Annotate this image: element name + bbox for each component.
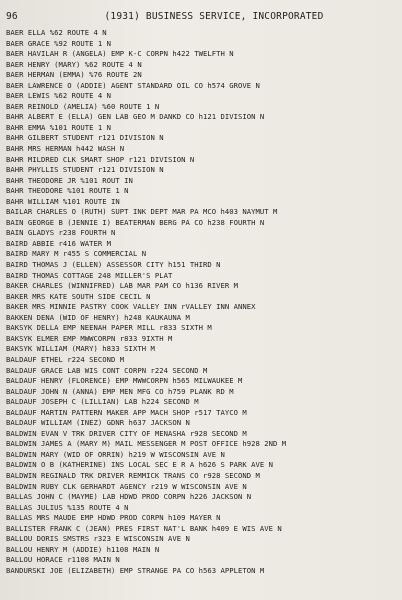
directory-entry: BALDWIN REGINALD TRK DRIVER REMMICK TRANS CO r928 SECOND M xyxy=(6,470,260,480)
directory-entry: BAIN GLADYS r238 FOURTH N xyxy=(6,228,116,238)
directory-entry: BAER REINOLD (AMELIA) %60 ROUTE 1 N xyxy=(6,101,160,111)
directory-entry: BAHR GILBERT STUDENT r121 DIVISION N xyxy=(6,133,164,143)
directory-entry: BAER LAWRENCE O (ADDIE) AGENT STANDARD OIL CO h574 GROVE N xyxy=(6,80,260,90)
directory-entry: BAER HENRY (MARY) %62 ROUTE 4 N xyxy=(6,59,142,69)
directory-entry: BAER ELLA %62 ROUTE 4 N xyxy=(6,28,107,37)
directory-entry: BAHR PHYLLIS STUDENT r121 DIVISION N xyxy=(6,165,164,175)
directory-entry: BALDWIN EVAN V TRK DRIVER CITY OF MENASHA r928 SECOND M xyxy=(6,428,247,438)
directory-entry: BALDWIN JAMES A (MARY M) MAIL MESSENGER M POST OFFICE h928 2ND M xyxy=(6,439,287,449)
running-head: (1931) BUSINESS SERVICE, INCORPORATED xyxy=(104,10,324,22)
page-header xyxy=(6,8,396,24)
directory-entry: BAER HAVILAH R (ANGELA) EMP K-C CORPN h422 TWELFTH N xyxy=(6,49,234,59)
directory-entry: BAHR ALBERT E (ELLA) GEN LAB GEO M DANKD CO h121 DIVISION N xyxy=(6,112,265,122)
directory-entries xyxy=(6,28,396,576)
directory-entry: BANDURSKI JOE (ELIZABETH) EMP STRANGE PA CO h563 APPLETON M xyxy=(6,565,265,575)
directory-entry: BALDAUF ETHEL r224 SECOND M xyxy=(6,354,125,364)
directory-entry: BALDAUF JOSEPH C (LILLIAN) LAB h224 SECOND M xyxy=(6,397,199,407)
directory-entry: BAIRD THOMAS J (ELLEN) ASSESSOR CITY h151 THIRD N xyxy=(6,260,221,270)
directory-entry: BAIRD THOMAS COTTAGE 248 MILLER'S PLAT xyxy=(6,270,173,280)
directory-entry: BAHR THEODORE JR %101 ROUT IN xyxy=(6,175,133,185)
directory-entry: BAER HERMAN (EMMA) %76 ROUTE 2N xyxy=(6,70,142,80)
directory-entry: BAIRD ABBIE r416 WATER M xyxy=(6,238,112,248)
directory-entry: BAER LEWIS %62 ROUTE 4 N xyxy=(6,91,112,101)
directory-entry: BAKKEN DENA (WID OF HENRY) h248 KAUKAUNA M xyxy=(6,312,190,322)
directory-entry: BAIRD MARY M r455 S COMMERCIAL N xyxy=(6,249,147,259)
directory-entry: BALLISTER FRANK C (JEAN) PRES FIRST NAT'L BANK h409 E WIS AVE N xyxy=(6,523,282,533)
directory-entry: BALDAUF WILLIAM (INEZ) GDNR h637 JACKSON N xyxy=(6,418,190,428)
directory-entry: BALDAUF GRACE LAB WIS CONT CORPN r224 SECOND M xyxy=(6,365,208,375)
directory-entry: BAKER CHARLES (WINNIFRED) LAB MAR PAM CO h136 RIVER M xyxy=(6,281,238,291)
directory-entry: BAKSYK DELLA EMP NEENAH PAPER MILL r833 SIXTH M xyxy=(6,323,212,333)
directory-entry: BALLOU HENRY M (ADDIE) h1108 MAIN N xyxy=(6,544,160,554)
directory-entry: BAHR MILDRED CLK SMART SHOP r121 DIVISION N xyxy=(6,154,195,164)
directory-entry: BAHR WILLIAM %101 ROUTE IN xyxy=(6,196,120,206)
directory-entry: BAIN GEORGE B (JENNIE I) BEATERMAN BERG PA CO h238 FOURTH N xyxy=(6,217,265,227)
page-number: 96 xyxy=(6,10,18,22)
directory-entry: BAILAR CHARLES O (RUTH) SUPT INK DEPT MAR PA MCO h403 NAYMUT M xyxy=(6,207,278,217)
directory-entry: BAKSYK ELMER EMP MWWCORPN r833 9IXTH M xyxy=(6,333,173,343)
directory-entry: BALDAUF HENRY (FLORENCE) EMP MWWCORPN h565 MILWAUKEE M xyxy=(6,376,243,386)
directory-entry: BALDWIN MARY (WID OF ORRIN) h219 W WISCONSIN AVE N xyxy=(6,449,225,459)
directory-entry: BALLOU DORIS SMSTRS r323 E WISCONSIN AVE N xyxy=(6,534,190,544)
directory-entry: BALLAS JULIUS %135 ROUTE 4 N xyxy=(6,502,129,512)
directory-entry: BALLOU HORACE r1108 MAIN N xyxy=(6,555,120,565)
directory-entry: BAHR MRS HERMAN h442 WASH N xyxy=(6,144,125,154)
directory-entry: BALLAS JOHN C (MAYME) LAB HDWD PROD CORPN h226 JACKSON N xyxy=(6,492,252,502)
directory-entry: BALDWIN O B (KATHERINE) INS LOCAL SEC E R A h626 S PARK AVE N xyxy=(6,460,274,470)
directory-entry: BALDWIN RUBY CLK GERHARDT AGENCY r219 W WISCONSIN AVE N xyxy=(6,481,247,491)
directory-entry: BAHR EMMA %101 ROUTE 1 N xyxy=(6,122,112,132)
directory-entry: BAKER MRS KATE SOUTH SIDE CECIL N xyxy=(6,291,151,301)
directory-entry: BAER GRACE %92 ROUTE 1 N xyxy=(6,38,112,48)
directory-entry: BAKER MRS MINNIE PASTRY COOK VALLEY INN rVALLEY INN ANNEX xyxy=(6,302,256,312)
directory-entry: BALLAS MRS MAUDE EMP HDWD PROD CORPN h109 MAYER N xyxy=(6,513,221,523)
directory-entry: BAKSYK WILLIAM (MARY) h833 SIXTH M xyxy=(6,344,155,354)
directory-entry: BALDAUF JOHN N (ANNA) EMP MEN MFG CO h759 PLANK RD M xyxy=(6,386,234,396)
directory-entry: BAHR THEODORE %101 ROUTE 1 N xyxy=(6,186,129,196)
directory-entry: BALDAUF MARTIN PATTERN MAKER APP MACH SHOP r517 TAYCO M xyxy=(6,407,247,417)
